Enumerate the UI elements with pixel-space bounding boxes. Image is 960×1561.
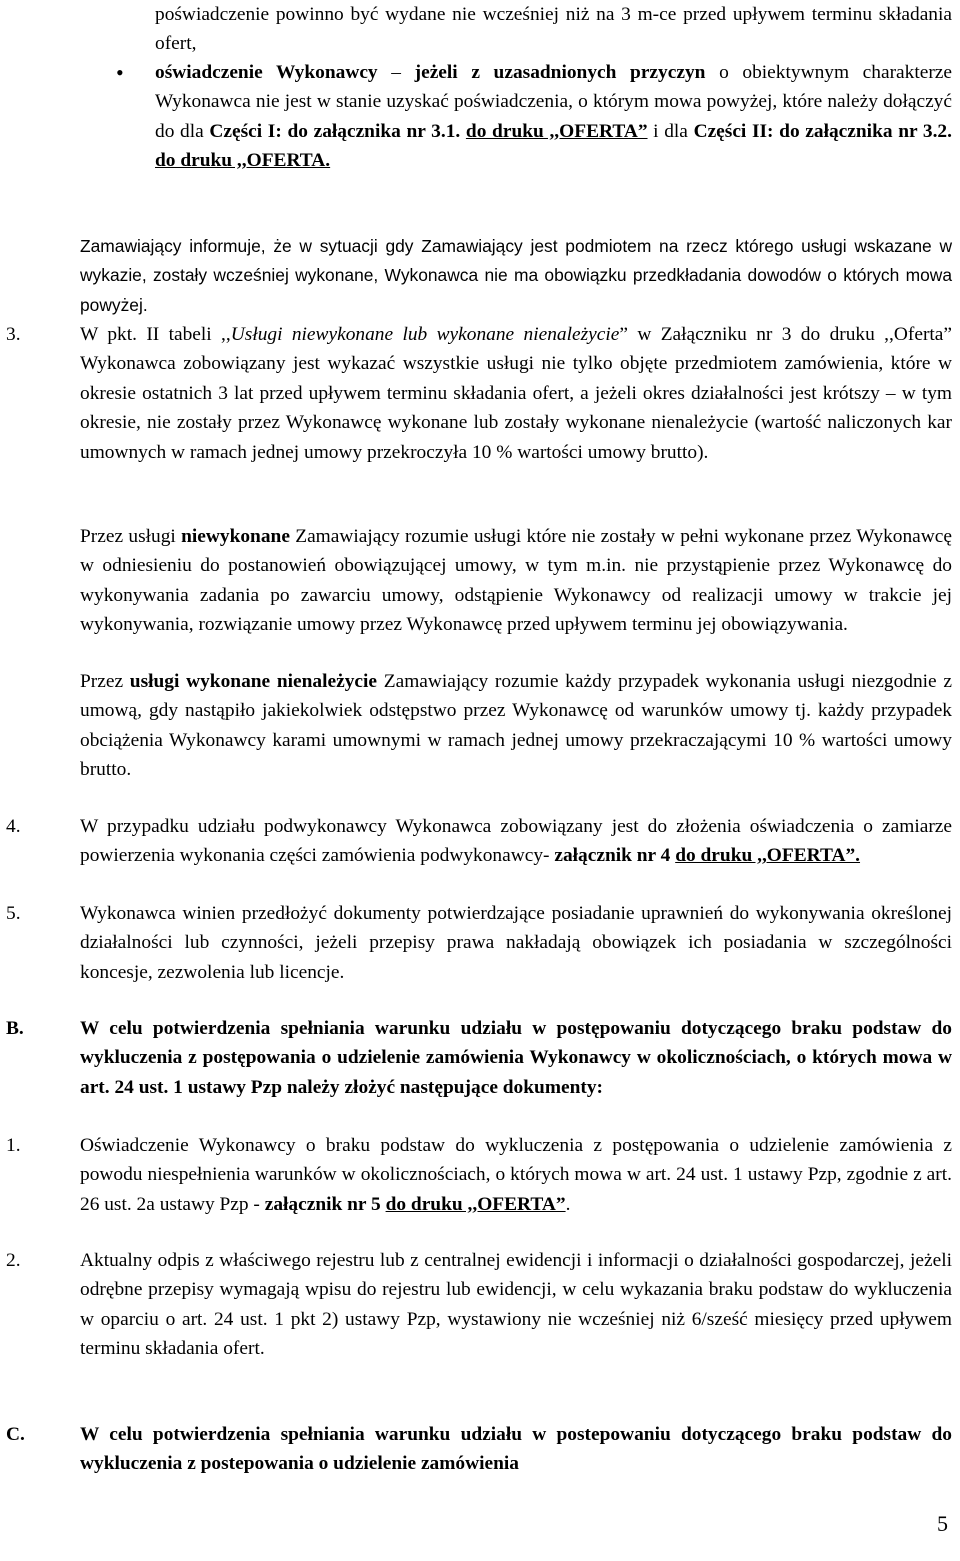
section-b-item-1-number: 1.	[6, 1135, 21, 1156]
item-3-number: 3.	[6, 324, 21, 345]
section-c-label: C.	[6, 1424, 25, 1445]
item-5-number: 5.	[6, 903, 21, 924]
info-note: Zamawiający informuje, że w sytuacji gdy Zamawiający jest podmiotem na rzecz którego usługi wskazane w wykazie, zostały wcześniej wykonane, Wykonawca nie ma obowiązku przedkładania dowodów o których mowa powyżej.	[80, 236, 952, 315]
bullet-marker: •	[116, 60, 124, 85]
bullet-item-statement: oświadczenie Wykonawcy – jeżeli z uzasadnionych przyczyn o obiektywnym charakterze Wykonawca nie jest w stanie uzyskać poświadczenia, o którym mowa powyżej, które należy dołączyć do dla Części I: do załącznika nr 3.1. do druku ,,OFERTA” i dla Części II: do załącznika nr 3.2. do druku ,,OFERTA.	[155, 62, 953, 172]
item-4-number: 4.	[6, 816, 21, 837]
item-3-not-performed: Przez usługi niewykonane Zamawiający rozumie usługi które nie zostały w pełni wykonane przez Wykonawcę w odniesieniu do postanowień obowiązującej umowy, w tym m.in. nie przystąpienie przez Wykonawcę do wykonywania zadania po zawarciu umowy, odstąpienie Wykonawcy od realizacji umowy w trakcie jej wykonywania, rozwiązanie umowy przez Wykonawcę przed upływem terminu jej obowiązywania.	[80, 526, 952, 636]
section-b-item-1-paragraph: Oświadczenie Wykonawcy o braku podstaw do wykluczenia z postępowania o udzielenie zamówienia z powodu niespełnienia warunków w okolicznościach, o których mowa w art. 24 ust. 1 ustawy Pzp, zgodnie z art. 26 ust. 2a ustawy Pzp - załącznik nr 5 do druku ,,OFERTA”.	[80, 1135, 952, 1215]
section-c-heading: W celu potwierdzenia spełniania warunku udziału w postepowaniu dotyczącego braku podstaw do wykluczenia z postepowania o udzielenie zamówienia	[80, 1424, 952, 1475]
item-3-performed-improperly: Przez usługi wykonane nienależycie Zamawiający rozumie każdy przypadek wykonania usługi niezgodnie z umową, gdy nastąpiło jakiekolwiek odstępstwo przez Wykonawcę od warunków umowy tj. każdy przypadek obciążenia Wykonawcy karami umownymi w ramach jednej umowy przekraczającymi 10 % wartości umowy brutto.	[80, 671, 952, 781]
page-number: 5	[937, 1511, 948, 1536]
item-5-paragraph: Wykonawca winien przedłożyć dokumenty potwierdzające posiadanie uprawnień do wykonywania określonej działalności lub czynności, jeżeli przepisy prawa nakładają obowiązek ich posiadania w szczególności koncesje, zezwolenia lub licencje.	[80, 903, 952, 983]
intro-continuation: poświadczenie powinno być wydane nie wcześniej niż na 3 m-ce przed upływem terminu składania ofert,	[155, 4, 952, 55]
item-3-paragraph: W pkt. II tabeli ,,Usługi niewykonane lub wykonane nienależycie” w Załączniku nr 3 do druku ,,Oferta” Wykonawca zobowiązany jest wykazać wszystkie usługi nie tylko objęte przedmiotem zamówienia, które w okresie ostatnich 3 lat przed upływem terminu składania ofert, a jeżeli okres działalności jest krótszy – w tym okresie, nie zostały przez Wykonawcę wykonane lub zostały wykonane nienależycie (wartość naliczonych kar umownych w ramach jednej umowy przekroczyła 10 % wartości umowy brutto).	[80, 324, 952, 463]
item-4-paragraph: W przypadku udziału podwykonawcy Wykonawca zobowiązany jest do złożenia oświadczenia o zamiarze powierzenia wykonania części zamówienia podwykonawcy- załącznik nr 4 do druku ,,OFERTA”.	[80, 816, 952, 867]
section-b-item-2-paragraph: Aktualny odpis z właściwego rejestru lub z centralnej ewidencji i informacji o działalności gospodarczej, jeżeli odrębne przepisy wymagają wpisu do rejestru lub ewidencji, w celu wykazania braku podstaw do wykluczenia w oparciu o art. 24 ust. 1 pkt 2) ustawy Pzp, wystawiony nie wcześniej niż 6/sześć miesięcy przed upływem terminu składania ofert.	[80, 1250, 952, 1360]
section-b-label: B.	[6, 1018, 24, 1039]
section-b-heading: W celu potwierdzenia spełniania warunku udziału w postępowaniu dotyczącego braku podstaw do wykluczenia z postępowania o udzielenie zamówienia Wykonawcy w okolicznościach, o których mowa w art. 24 ust. 1 ustawy Pzp należy złożyć następujące dokumenty:	[80, 1018, 952, 1098]
section-b-item-2-number: 2.	[6, 1250, 21, 1271]
